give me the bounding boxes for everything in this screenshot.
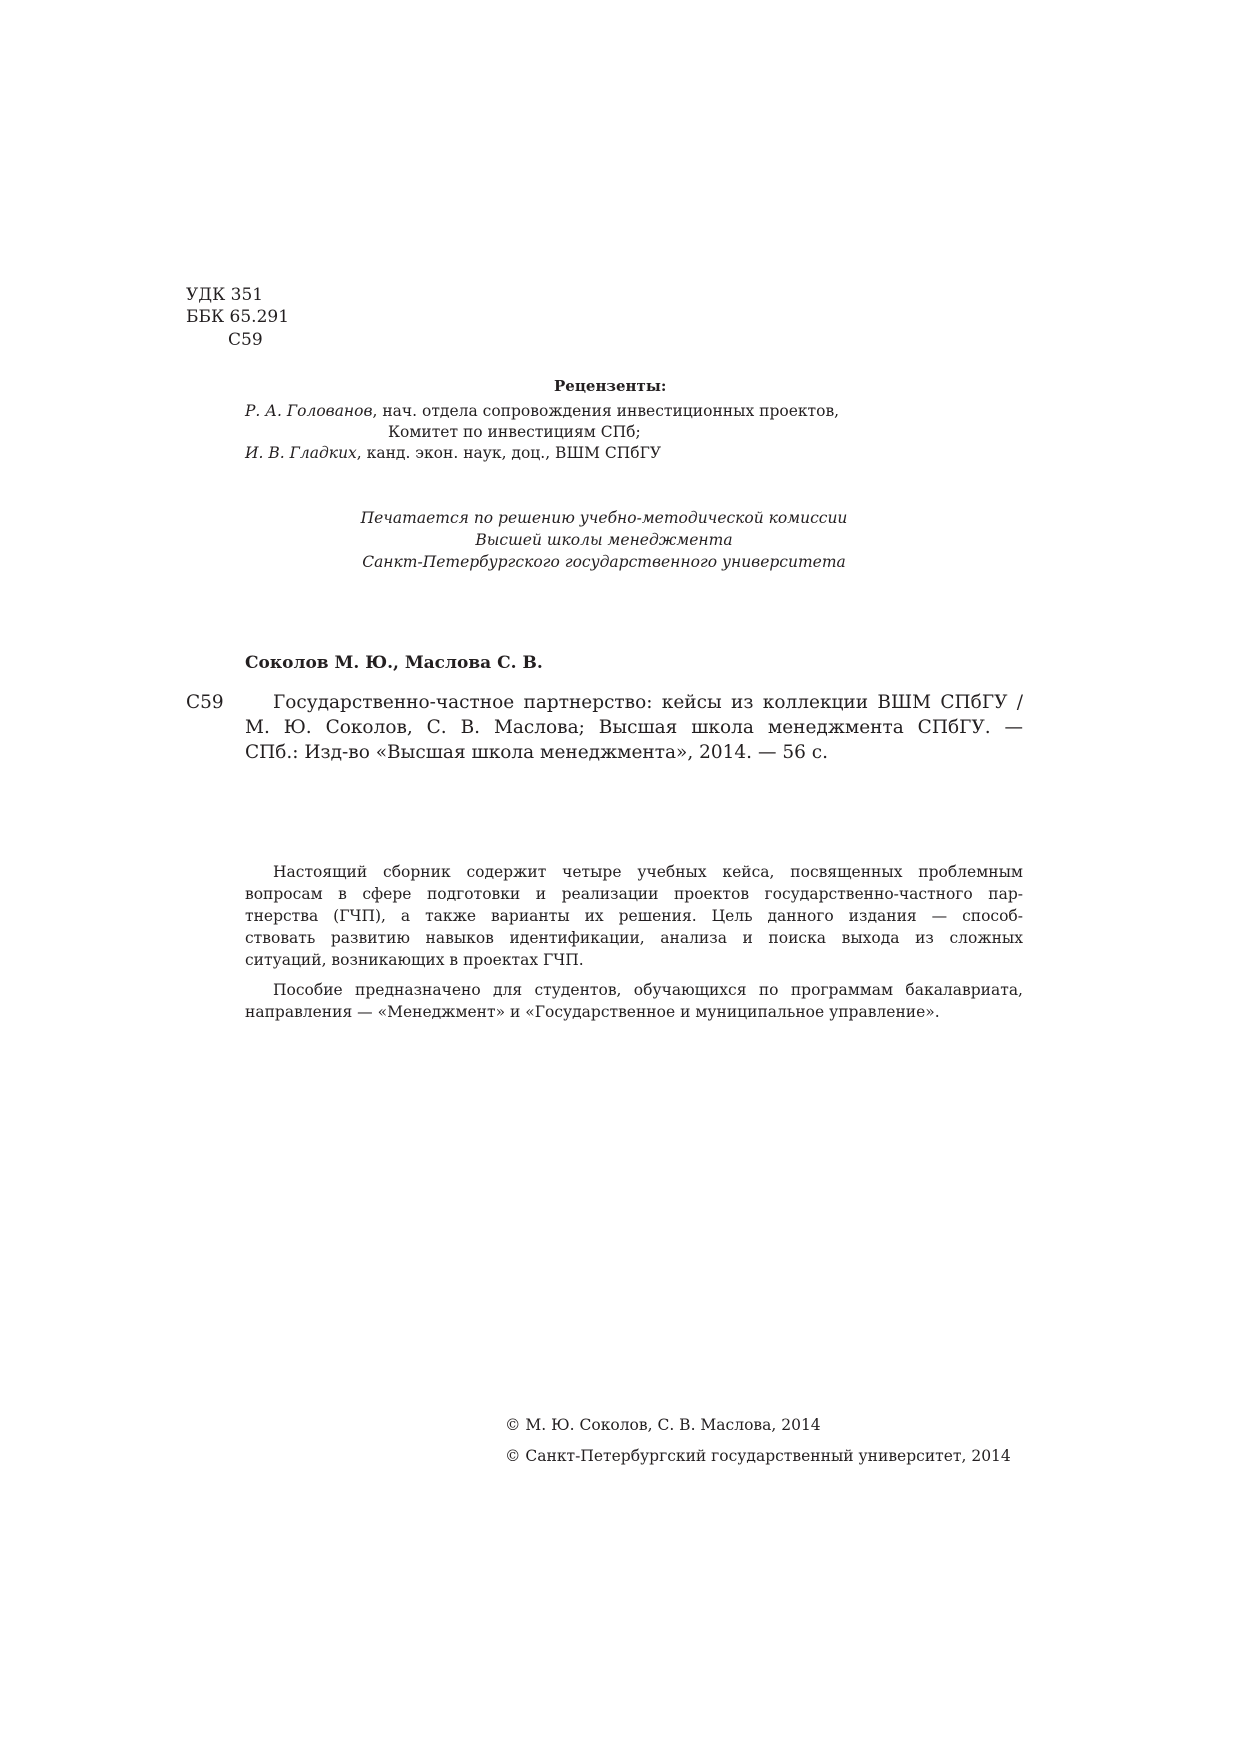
abstract-p1-line-3: тнерства (ГЧП), а также варианты их решения. Цель данного издания — способ- xyxy=(245,907,1023,925)
copyright-university: © Санкт-Петербургский государственный университет, 2014 xyxy=(505,1447,1011,1465)
reviewer-1 xyxy=(245,400,839,422)
bib-line-3: СПб.: Изд-во «Высшая школа менеджмента», 2014. — 56 с. xyxy=(245,742,828,763)
bib-line-2: М. Ю. Соколов, С. В. Маслова; Высшая школа менеджмента СПбГУ. — xyxy=(245,717,1023,738)
abstract-p1-line-4: ствовать развитию навыков идентификации, анализа и поиска выхода из сложных xyxy=(245,929,1023,947)
bib-code: С59 xyxy=(186,692,224,713)
bbk-code: ББК 65.291 xyxy=(186,307,290,327)
abstract-p1-line-1: Настоящий сборник содержит четыре учебных кейса, посвященных проблемным xyxy=(273,863,1023,881)
reviewer-1-affiliation: , нач. отдела сопровождения инвестиционных проектов, xyxy=(372,402,840,420)
reviewers-title: Рецензенты: xyxy=(554,377,667,395)
reviewer-2-affiliation: , канд. экон. наук, доц., ВШМ СПбГУ xyxy=(356,444,662,462)
abstract-p2-line-1: Пособие предназначено для студентов, обучающихся по программам бакалавриата, xyxy=(273,981,1023,999)
copyright-authors: © М. Ю. Соколов, С. В. Маслова, 2014 xyxy=(505,1416,821,1434)
reviewer-1-name: Р. А. Голованов xyxy=(245,402,373,420)
decree-line-2: Высшей школы менеджмента xyxy=(475,531,733,549)
bib-authors: Соколов М. Ю., Маслова С. В. xyxy=(245,653,543,673)
udk-code: УДК 351 xyxy=(186,285,264,305)
decree-line-3: Санкт-Петербургского государственного университета xyxy=(362,553,846,571)
abstract-p2-line-2: направления — «Менеджмент» и «Государственное и муниципальное управление». xyxy=(245,1003,940,1021)
reviewer-1-affiliation-line2: Комитет по инвестициям СПб; xyxy=(388,423,641,441)
decree-line-1: Печатается по решению учебно-методической комиссии xyxy=(360,509,848,527)
abstract-p1-line-2: вопросам в сфере подготовки и реализации проектов государственно-частного пар- xyxy=(245,885,1023,903)
reviewer-2-name: И. В. Гладких xyxy=(245,444,357,462)
reviewer-2 xyxy=(245,442,661,464)
author-mark: С59 xyxy=(228,330,263,350)
abstract-p1-line-5: ситуаций, возникающих в проектах ГЧП. xyxy=(245,951,584,969)
bib-line-1: Государственно-частное партнерство: кейсы из коллекции ВШМ СПбГУ / xyxy=(273,692,1023,713)
